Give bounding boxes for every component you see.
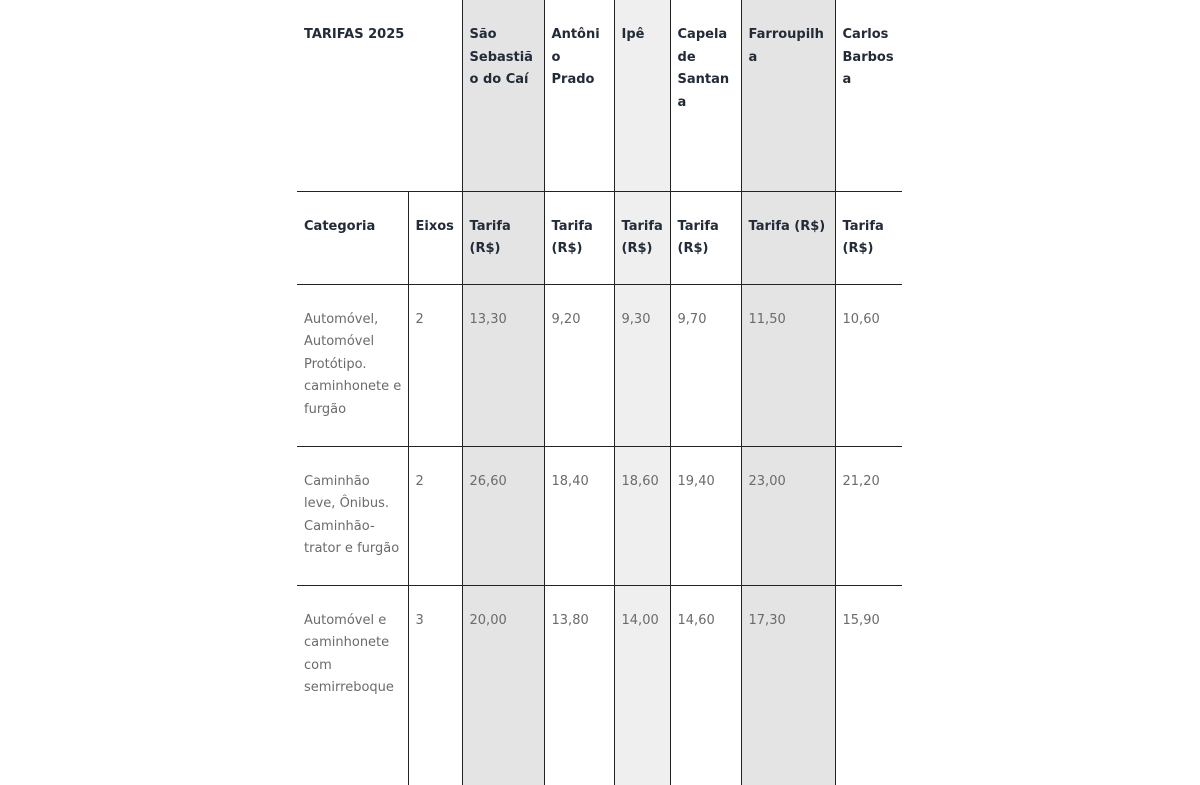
tariff-table xyxy=(297,0,902,785)
tarifa-header: Tarifa (R$) xyxy=(835,191,902,284)
tarifa-cell: 19,40 xyxy=(670,446,741,585)
tarifa-cell: 23,00 xyxy=(741,446,835,585)
city-header: Farroupilha xyxy=(741,0,835,191)
tarifa-cell: 14,00 xyxy=(614,585,670,785)
eixos-cell: 3 xyxy=(408,585,462,785)
tarifa-header: Tarifa (R$) xyxy=(544,191,614,284)
tarifa-cell: 9,70 xyxy=(670,284,741,446)
categoria-header: Categoria xyxy=(297,191,408,284)
city-header: Ipê xyxy=(614,0,670,191)
city-header: Capela de Santana xyxy=(670,0,741,191)
eixos-header: Eixos xyxy=(408,191,462,284)
tarifa-cell: 14,60 xyxy=(670,585,741,785)
categoria-cell: Automóvel e caminhonete com semirreboque xyxy=(304,612,394,695)
tarifa-cell: 10,60 xyxy=(835,284,902,446)
categoria-cell: Automóvel, Automóvel Protótipo. caminhonete e furgão xyxy=(297,284,408,446)
table-title: TARIFAS 2025 xyxy=(297,0,462,191)
tarifa-cell: 26,60 xyxy=(462,446,544,585)
city-header: Carlos Barbosa xyxy=(835,0,902,191)
tarifa-cell: 18,60 xyxy=(614,446,670,585)
tarifa-header: Tarifa (R$) xyxy=(462,191,544,284)
tarifa-header: Tarifa (R$) xyxy=(741,191,835,284)
city-header: São Sebastião do Caí xyxy=(462,0,544,191)
tarifa-header: Tarifa (R$) xyxy=(670,191,741,284)
tarifa-header: Tarifa (R$) xyxy=(614,191,670,284)
categoria-cell: Caminhão leve, Ônibus. Caminhão-trator e furgão xyxy=(297,446,408,585)
table-row xyxy=(297,284,902,446)
tarifa-cell: 11,50 xyxy=(741,284,835,446)
table-row xyxy=(297,446,902,585)
tarifa-cell: 9,20 xyxy=(544,284,614,446)
tarifa-cell: 17,30 xyxy=(741,585,835,785)
tarifa-cell: 18,40 xyxy=(544,446,614,585)
tarifa-cell: 9,30 xyxy=(614,284,670,446)
column-header-row xyxy=(297,191,902,284)
eixos-cell: 2 xyxy=(408,446,462,585)
eixos-cell: 2 xyxy=(408,284,462,446)
title-row xyxy=(297,0,902,191)
tarifa-cell: 20,00 xyxy=(462,585,544,785)
tarifa-cell: 21,20 xyxy=(835,446,902,585)
tarifa-cell: 13,80 xyxy=(544,585,614,785)
tarifa-cell: 13,30 xyxy=(462,284,544,446)
table-row xyxy=(297,585,902,785)
city-header: Antônio Prado xyxy=(544,0,614,191)
tarifa-cell: 15,90 xyxy=(835,585,902,785)
